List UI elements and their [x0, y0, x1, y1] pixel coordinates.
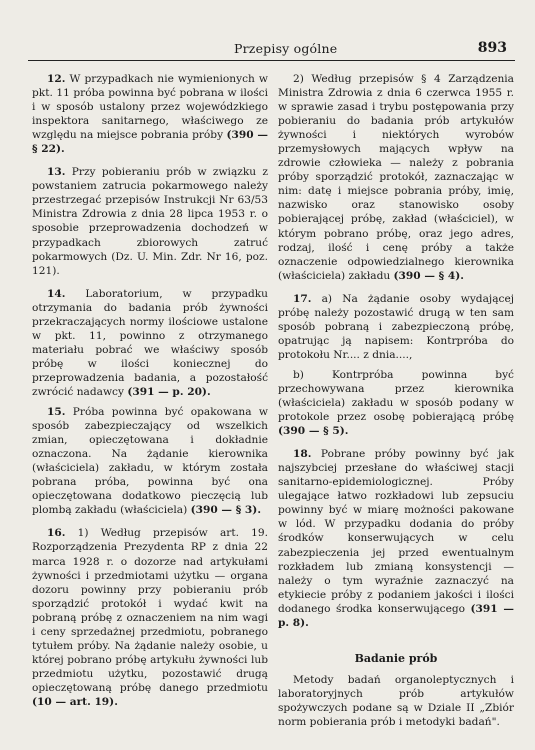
paragraph-text: Pobrane próby powinny być jak najszybciej przesłane do właściwej stacji sanitarno-epidemiologicznej. Próby ulegające łatwo rozkładowi lub zepsuciu powinny być w miarę możności pakowane w lód. W przypadku dodania do próby środków konserwujących w celu zabezpieczenia jej przed ewentualnym rozkładem lub zmianą konsystencji — należy o tym wyraźnie zaznaczyć na etykiecie próby z podaniem jakości i ilości dodanego środka konserwującego: [278, 448, 514, 615]
source-reference: (10 — art. 19).: [32, 695, 118, 708]
paragraph-text: Próba powinna być opakowana w sposób zabezpieczający od wszelkich zmian, opieczętowana i dokładnie oznaczona. Na żądanie kierownika (właściciela) zakładu, w którym została pobrana próba, powinna być ona opieczętowana dodatkowo pieczęcią lub plombą zakładu (właściciela): [32, 406, 268, 517]
paragraph-text: a) Na żądanie osoby wydającej próbę należy pozostawić drugą w ten sam sposób pobraną i zabezpieczoną próbę, opatrując ją napisem: Kontrpróba do protokołu Nr.... z dnia....,: [278, 292, 514, 361]
paragraph-text: 1) Według przepisów art. 19. Rozporządzenia Prezydenta RP z dnia 22 marca 1928 r. o dozorze nad artykułami żywności i przedmiotami użytku — organa dozoru powinny przy pobieraniu prób sporządzić protokół i wydać kwit na pobraną próbę z oznaczeniem na nim wagi i ceny sprzedażnej przedmiotu, pobranego tytułem próby. Na żądanie należy osobie, u której pobrano próbę artykułu żywności lub przedmiotu użytku, pozostawić drugą opieczętowaną próbę danego przedmiotu: [32, 527, 268, 694]
right-column: [278, 72, 514, 729]
source-reference: (390 — § 3).: [190, 504, 262, 517]
source-reference: (390 — § 5).: [278, 425, 349, 438]
page-number: 893: [477, 40, 507, 56]
source-reference: (391 — p. 8).: [278, 602, 514, 629]
paragraph-13: [32, 165, 268, 277]
paragraph-number: 17.: [293, 292, 312, 305]
section-heading: Badanie prób: [354, 651, 438, 665]
paragraph-16: [32, 526, 268, 709]
paragraph-text: b) Kontrpróba powinna być przechowywana przez kierownika (właściciela) zakładu w sposób podany w protokole przez osobę pobierającą próbę: [278, 368, 514, 424]
paragraph-12: [32, 72, 268, 156]
paragraph-number: 16.: [47, 527, 66, 540]
paragraph-17a: [278, 292, 514, 362]
source-reference: (390 — § 4).: [393, 269, 464, 282]
source-reference: (391 — p. 20).: [127, 385, 211, 398]
paragraph-text: 2) Według przepisów § 4 Zarządzenia Ministra Zdrowia z dnia 6 czerwca 1955 r. w sprawie zasad i trybu postępowania przy pobieraniu do badania prób artykułów żywności i niektórych wyrobów przemysłowych mających wpływ na zdrowie człowieka — należy z pobrania próby sporządzić protokół, zaznaczając w nim: datę i miejsce pobrania próby, imię, nazwisko oraz stanowisko osoby pobierającej próbę, zakład (właściciel), w którym pobrano próbę, oraz jego adres, rodzaj, ilość i cenę próby a także oznaczenie odpowiedzialnego kierownika (właściciela) zakładu: [278, 73, 514, 282]
paragraph-text: Laboratorium, w przypadku otrzymania do badania prób żywności przekraczających normy ilościowe ustalone w pkt. 11, powinno z otrzymanego materiału pobrać we właściwy sposób próbę w ilości koniecznej do przeprowadzenia badania, a pozostałość zwrócić nadawcy: [32, 287, 268, 398]
source-reference: (390 — § 22).: [32, 129, 268, 156]
paragraph-18: [278, 447, 514, 630]
paragraph-16-2: [278, 72, 514, 283]
left-column: [32, 72, 268, 709]
paragraph-number: 18.: [293, 448, 312, 461]
paragraph-17b: [278, 368, 514, 438]
running-header-title: Przepisy ogólne: [234, 41, 338, 56]
paragraph-14: [32, 287, 268, 399]
paragraph-number: 12.: [47, 73, 66, 85]
paragraph-15: [32, 405, 268, 517]
section-paragraph: Metody badań organoleptycznych i laboratoryjnych prób artykułów spożywczych podane są w Dziale II „Zbiór norm pobierania prób i metodyki badań".: [278, 673, 514, 728]
paragraph-number: 15.: [47, 406, 66, 419]
paragraph-number: 14.: [47, 287, 66, 300]
paragraph-text: W przypadkach nie wymienionych w pkt. 11 próba powinna być pobrana w ilości i w sposób ustalony przez wojewódzkiego inspektora sanitarnego, właściwego ze względu na miejsce pobrania próby: [32, 73, 268, 142]
paragraph-text: Przy pobieraniu prób w związku z powstaniem zatrucia pokarmowego należy przestrzegać przepisów Instrukcji Nr 63/53 Ministra Zdrowia z dnia 28 lipca 1953 r. o sposobie przeprowadzenia dochodzeń w przypadkach zbiorowych zatruć pokarmowych (Dz. U. Min. Zdr. Nr 16, poz. 121).: [32, 166, 268, 277]
paragraph-number: 13.: [47, 166, 66, 179]
page-header: [28, 38, 515, 61]
